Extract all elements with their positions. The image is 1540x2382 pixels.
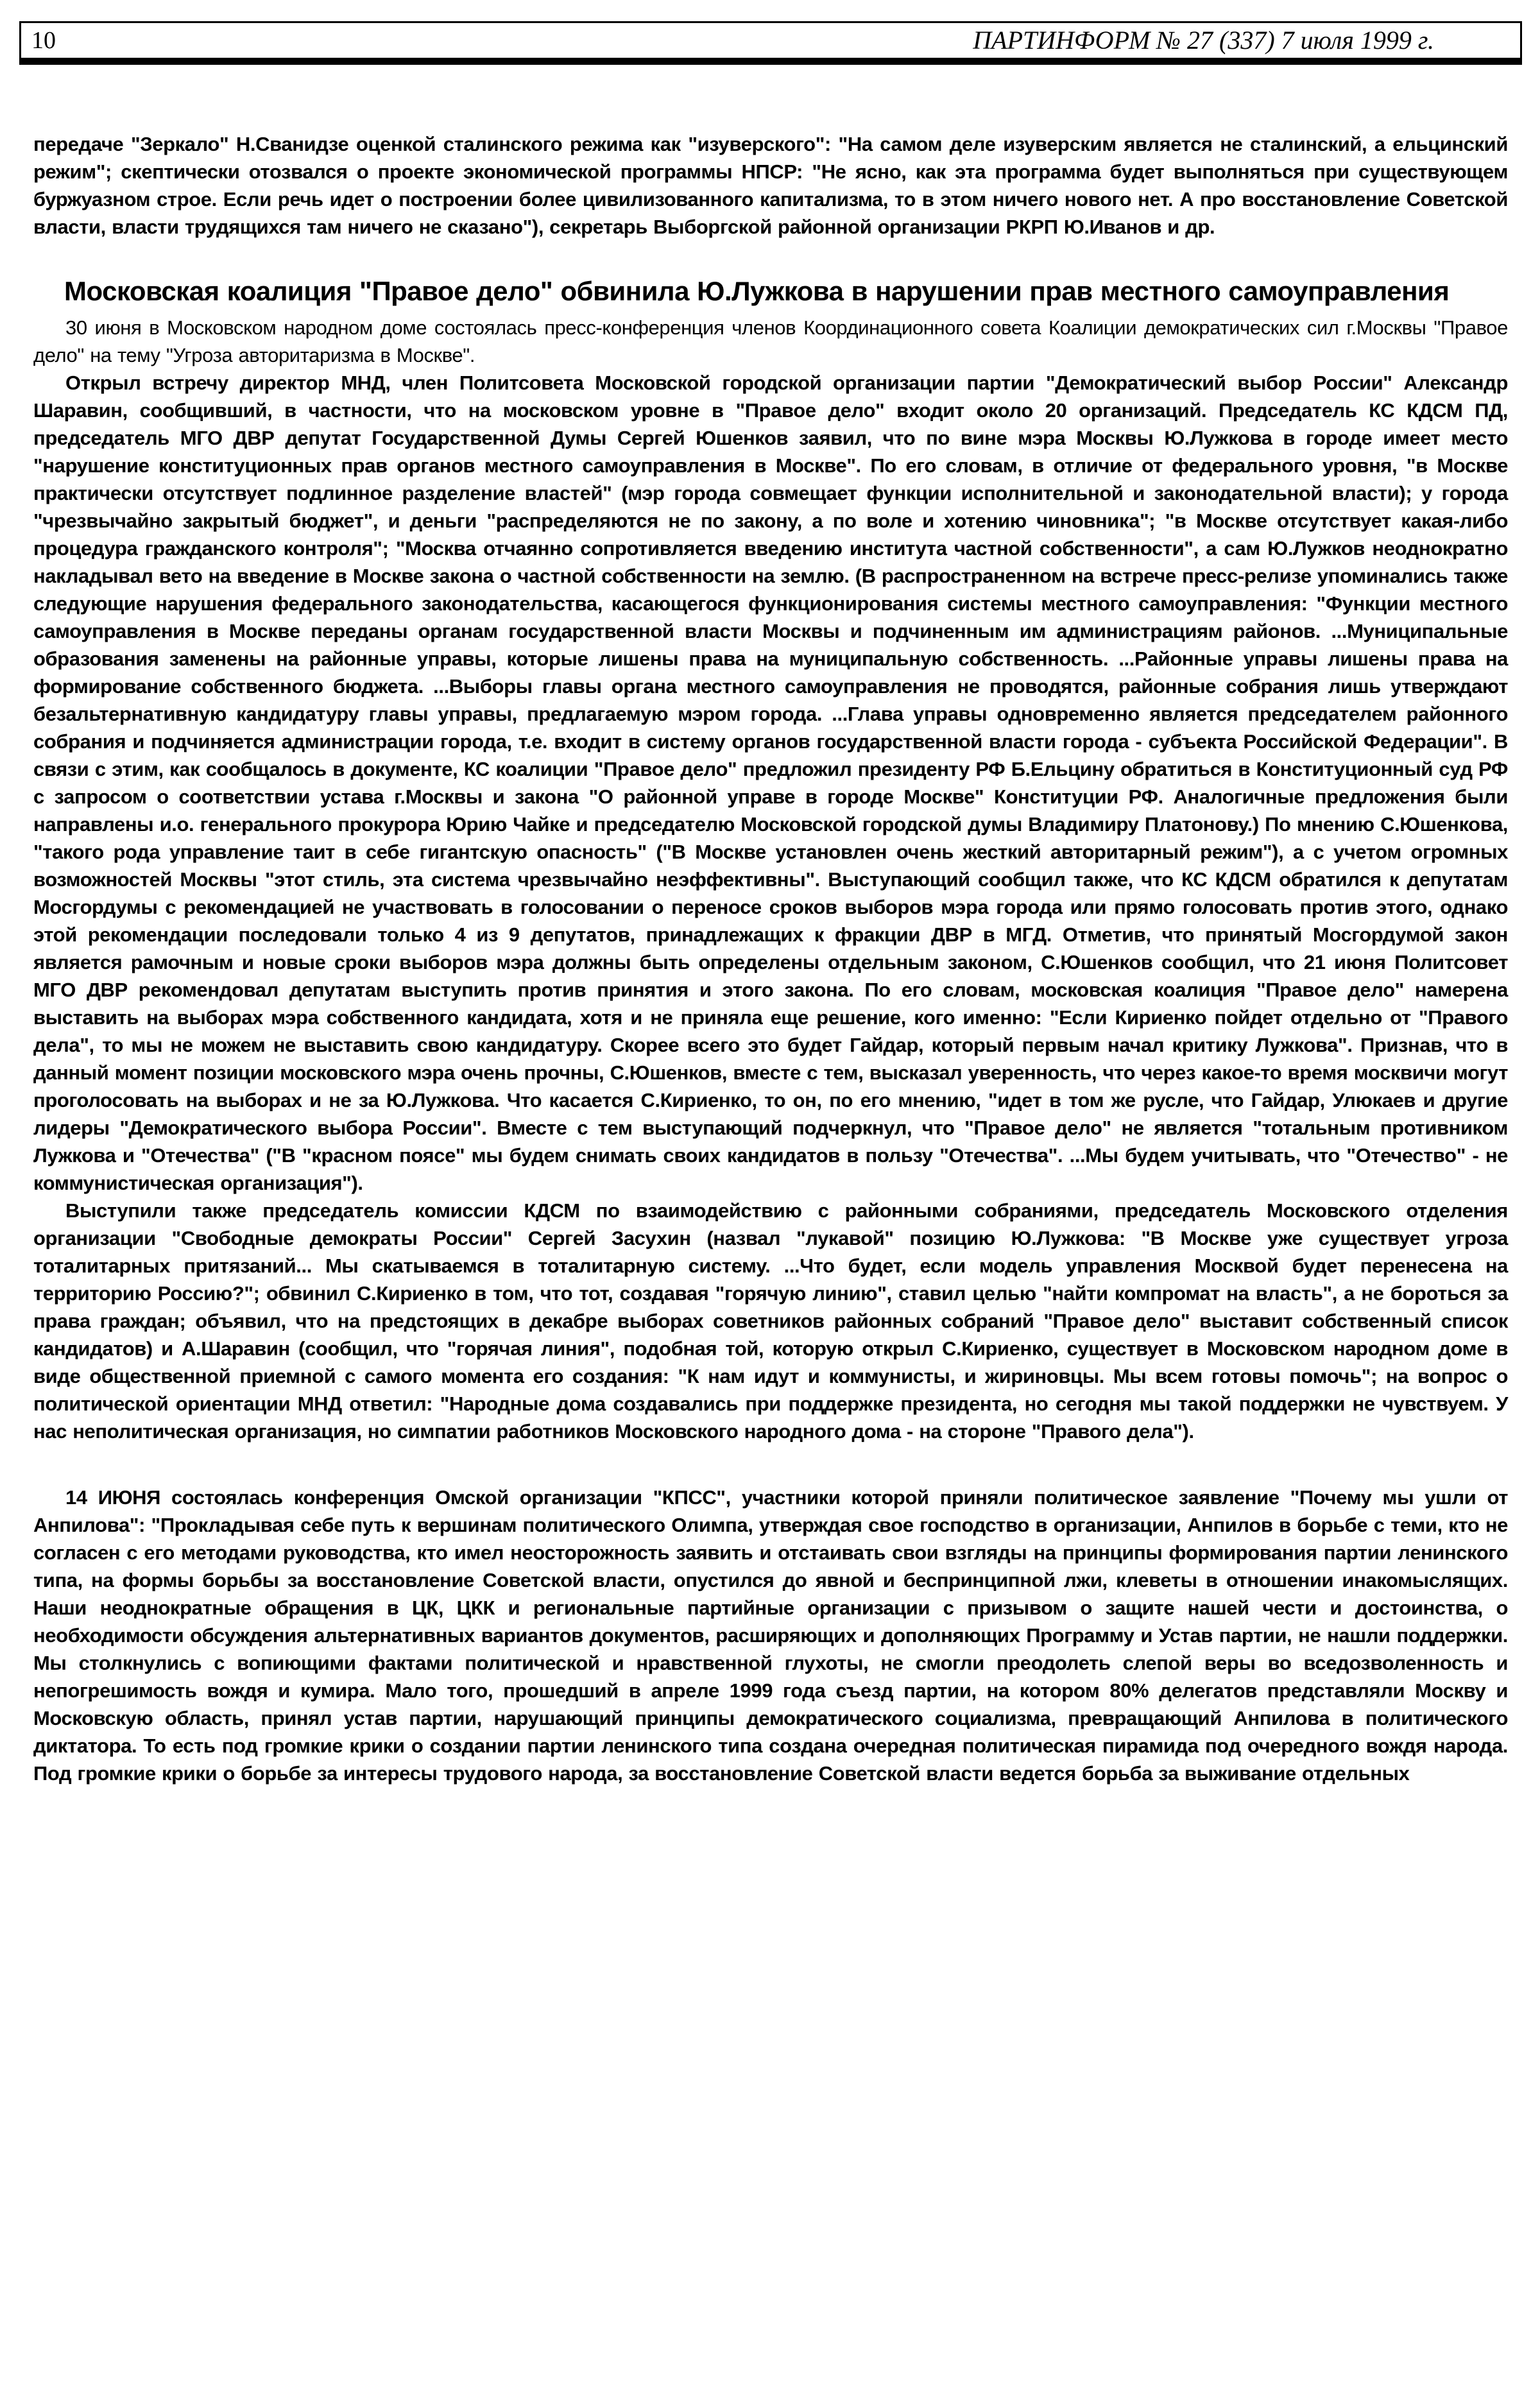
news-paragraph-omsk-conference: 14 ИЮНЯ состоялась конференция Омской организации "КПСС", участники которой приняли политическое заявление "Почему мы ушли от Анпилова": "Прокладывая себе путь к вершинам политического Олимпа, утверждая свое господство в организации, Анпилов в борьбе с теми, кто не согласен с его методами руководства, кто имел неосторожность заявить и отстаивать свои взгляды на принципы формирования партии ленинского типа, на формы борьбы за восстановление Советской власти, опустился до явной и беспринципной лжи, клеветы в отношении инакомыслящих. Наши неоднократные обращения в ЦК, ЦКК и региональные партийные организации с призывом о защите нашей чести и достоинства, о необходимости обсуждения альтернативных вариантов документов, расширяющих и дополняющих Программу и Устав партии, не нашли поддержки. Мы столкнулись с вопиющими фактами политической и нравственной глухоты, не смогли преодолеть слепой веры во вседозволенность и непогрешимость вождя и кумира. Мало того, прошедший в апреле 1999 года съезд партии, на котором 80% делегатов представляли Москву и Московскую область, принял устав партии, нарушающий принципы демократического социализма, превращающий Анпилова в политического диктатора. То есть под громкие крики о создании партии ленинского типа создана очередная политическая пирамида под очередного вождя народа. Под громкие крики о борьбе за интересы трудового народа, за восстановление Советской власти ведется борьба за выживание отдельных [33,1486,1508,1785]
continued-paragraph: передаче "Зеркало" Н.Сванидзе оценкой сталинского режима как "изуверского": "На самом деле изуверским является не сталинский, а ельцинский режим"; скептически отозвался о проекте экономической программы НПСР: "Не ясно, как эта программа будет выполняться при существующем буржуазном строе. Если речь идет о построении более цивилизованного капитализма, то в этом ничего нового нет. А про восстановление Советской власти, власти трудящихся там ничего не сказано"), секретарь Выборгской районной организации РКРП Ю.Иванов и др. [33,133,1508,238]
lead-paragraph: 30 июня в Московском народном доме состоялась пресс-конференция членов Координационного совета Коалиции демократических сил г.Москвы "Правое дело" на тему "Угроза авторитаризма в Москве". [33,316,1508,366]
journal-title: ПАРТИНФОРМ № 27 (337) 7 июля 1999 г. [973,26,1434,55]
section-heading: Московская коалиция "Правое дело" обвинила Ю.Лужкова в нарушении прав местного самоуправления [64,276,1450,306]
page-header-box [19,21,1522,65]
article-text-column [33,130,1508,1787]
body-paragraph-speakers: Выступили также председатель комиссии КДСМ по взаимодействию с районными собраниями, председатель Московского отделения организации "Свободные демократы России" Сергей Засухин (назвал "лукавой" позицию Ю.Лужкова: "В Москве уже существует угроза тоталитарных притязаний... Мы скатываемся в тоталитарную систему. ...Что будет, если модель управления Москвой будет перенесена на территорию Россию?"; обвинил С.Кириенко в том, что тот, создавая "горячую линию", ставил целью "найти компромат на власть", а не бороться за права граждан; объявил, что на предстоящих в декабре выборах советников районных собраний "Правое дело" выставит собственный список кандидатов) и А.Шаравин (сообщил, что "горячая линия", подобная той, которую открыл С.Кириенко, существует в Московском народном доме в виде общественной приемной с самого момента его создания: "К нам идут и коммунисты, и жириновцы. Мы всем готовы помочь"; на вопрос о политической ориентации МНД ответил: "Народные дома создавались при поддержке президента, но сегодня мы такой поддержки не чувствуем. У нас неполитическая организация, но симпатии работников Московского народного дома - на стороне "Правого дела"). [33,1199,1508,1443]
page-number: 10 [31,27,56,54]
body-paragraph-press-conference: Открыл встречу директор МНД, член Политсовета Московской городской организации партии "Демократический выбор России" Александр Шаравин, сообщивший, в частности, что на московском уровне в "Правое дело" входит около 20 организаций. Председатель КС КДСМ ПД, председатель МГО ДВР депутат Государственной Думы Сергей Юшенков заявил, что по вине мэра Москвы Ю.Лужкова в городе имеет место "нарушение конституционных прав органов местного самоуправления в Москве". По его словам, в отличие от федерального уровня, "в Москве практически отсутствует подлинное разделение властей" (мэр города совмещает функции исполнительной и законодательной власти); у города "чрезвычайно закрытый бюджет", и деньги "распределяются не по закону, а по воле и хотению чиновника"; "в Москве отсутствует какая-либо процедура гражданского контроля"; "Москва отчаянно сопротивляется введению института частной собственности", а сам Ю.Лужков неоднократно накладывал вето на введение в Москве закона о частной собственности на землю. (В распространенном на встрече пресс-релизе упоминались также следующие нарушения федерального законодательства, касающегося функционирования системы местного самоуправления: "Функции местного самоуправления в Москве переданы органам государственной власти Москвы и подчиненным им администрациям районов. ...Муниципальные образования заменены на районные управы, которые лишены права на муниципальную собственность. ...Районные управы лишены права на формирование собственного бюджета. ...Выборы главы органа местного самоуправления не проводятся, районные собрания лишь утверждают безальтернативную кандидатуру главы управы, предлагаемую мэром города. ...Глава управы одновременно является председателем районного собрания и подчиняется администрации города, т.е. входит в систему органов государственной власти города - субъекта Российской Федерации". В связи с этим, как сообщалось в документе, КС коалиции "Правое дело" предложил президенту РФ Б.Ельцину обратиться в Конституционный суд РФ с запросом о соответствии устава г.Москвы и закона "О районной управе в городе Москве" Конституции РФ. Аналогичные предложения были направлены и.о. генерального прокурора Юрию Чайке и председателю Московской городской думы Владимиру Платонову.) По мнению С.Юшенкова, "такого рода управление таит в себе гигантскую опасность" ("В Москве установлен очень жесткий авторитарный режим"), а с учетом огромных возможностей Москвы "этот стиль, эта система чрезвычайно неэффективны". Выступающий сообщил также, что КС КДСМ обратился к депутатам Мосгордумы с рекомендацией не участвовать в голосовании о переносе сроков выборов мэра города или прямо голосовать против этого, однако этой рекомендации последовали только 4 из 9 депутатов, принадлежащих к фракции ДВР в МГД. Отметив, что принятый Мосгордумой закон является рамочным и новые сроки выборов мэра должны быть определены отдельным законом, С.Юшенков сообщил, что 21 июня Политсовет МГО ДВР рекомендовал депутатам выступить против принятия и этого закона. По его словам, московская коалиция "Правое дело" намерена выставить на выборах мэра собственного кандидата, хотя и не приняла еще решение, кого именно: "Если Кириенко пойдет отдельно от "Правого дела", то мы не можем не выставить свою кандидатуру. Скорее всего это будет Гайдар, который первым начал критику Лужкова". Признав, что в данный момент позиции московского мэра очень прочны, С.Юшенков, вместе с тем, высказал уверенность, что через какое-то время москвичи могут проголосовать на выборах и не за Ю.Лужкова. Что касается С.Кириенко, то он, по его мнению, "идет в том же русле, что Гайдар, Улюкаев и другие лидеры "Демократического выбора России". Вместе с тем выступающий подчеркнул, что "Правое дело" не является "тотальным противником Лужкова и "Отечества" ("В "красном поясе" мы будем снимать своих кандидатов в пользу "Отечества". ...Мы будем учитывать, что "Отечество" - не коммунистическая организация"). [33,372,1508,1194]
